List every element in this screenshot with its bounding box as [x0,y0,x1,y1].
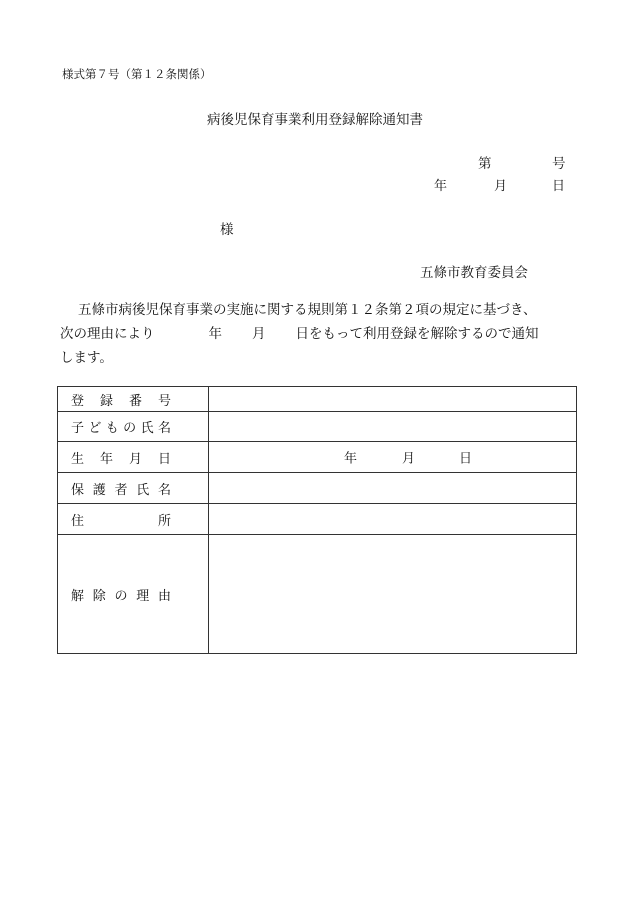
birth-date-day: 日 [459,451,473,467]
label-address: 住 所 [58,504,209,535]
addressee: 様 [220,222,234,238]
notice-body [60,298,580,370]
notice-body-line-2 [60,322,580,346]
document-title: 病後児保育事業利用登録解除通知書 [207,112,423,128]
row-birth-date [58,442,577,473]
value-cancellation-reason[interactable] [209,535,577,654]
label-birth-date: 生 年 月 日 [58,442,209,473]
notice-body-month: 月 [252,326,266,342]
value-birth-date[interactable] [209,442,577,473]
issue-number-prefix: 第 [478,156,492,172]
birth-date-year: 年 [344,451,358,467]
value-guardian-name[interactable] [209,473,577,504]
notice-body-prefix: 次の理由により [60,326,155,342]
row-child-name [58,412,577,442]
issuer-name: 五條市教育委員会 [420,265,528,281]
row-address [58,504,577,535]
issue-date-year: 年 [434,179,448,194]
value-child-name[interactable] [209,412,577,442]
issue-number-suffix: 号 [552,156,566,172]
birth-date-month: 月 [402,451,416,467]
issue-date-month: 月 [494,179,508,194]
label-cancellation-reason: 解 除 の 理 由 [58,535,209,654]
label-guardian-name: 保 護 者 氏 名 [58,473,209,504]
value-address[interactable] [209,504,577,535]
row-guardian-name [58,473,577,504]
notice-body-line-1: 五條市病後児保育事業の実施に関する規則第１２条第２項の規定に基づき、 [78,302,537,318]
notice-body-line-3: します。 [60,350,113,366]
label-child-name: 子 ど も の 氏 名 [58,412,209,442]
notice-body-suffix: 日をもって利用登録を解除するので通知 [295,326,539,342]
row-cancellation-reason [58,535,577,654]
label-registration-number: 登 録 番 号 [58,387,209,412]
issue-date-day: 日 [552,179,566,194]
row-registration-number [58,387,577,412]
notice-body-year: 年 [208,326,222,342]
form-number: 様式第７号（第１２条関係） [62,67,212,81]
value-registration-number[interactable] [209,387,577,412]
registration-table [57,386,577,654]
